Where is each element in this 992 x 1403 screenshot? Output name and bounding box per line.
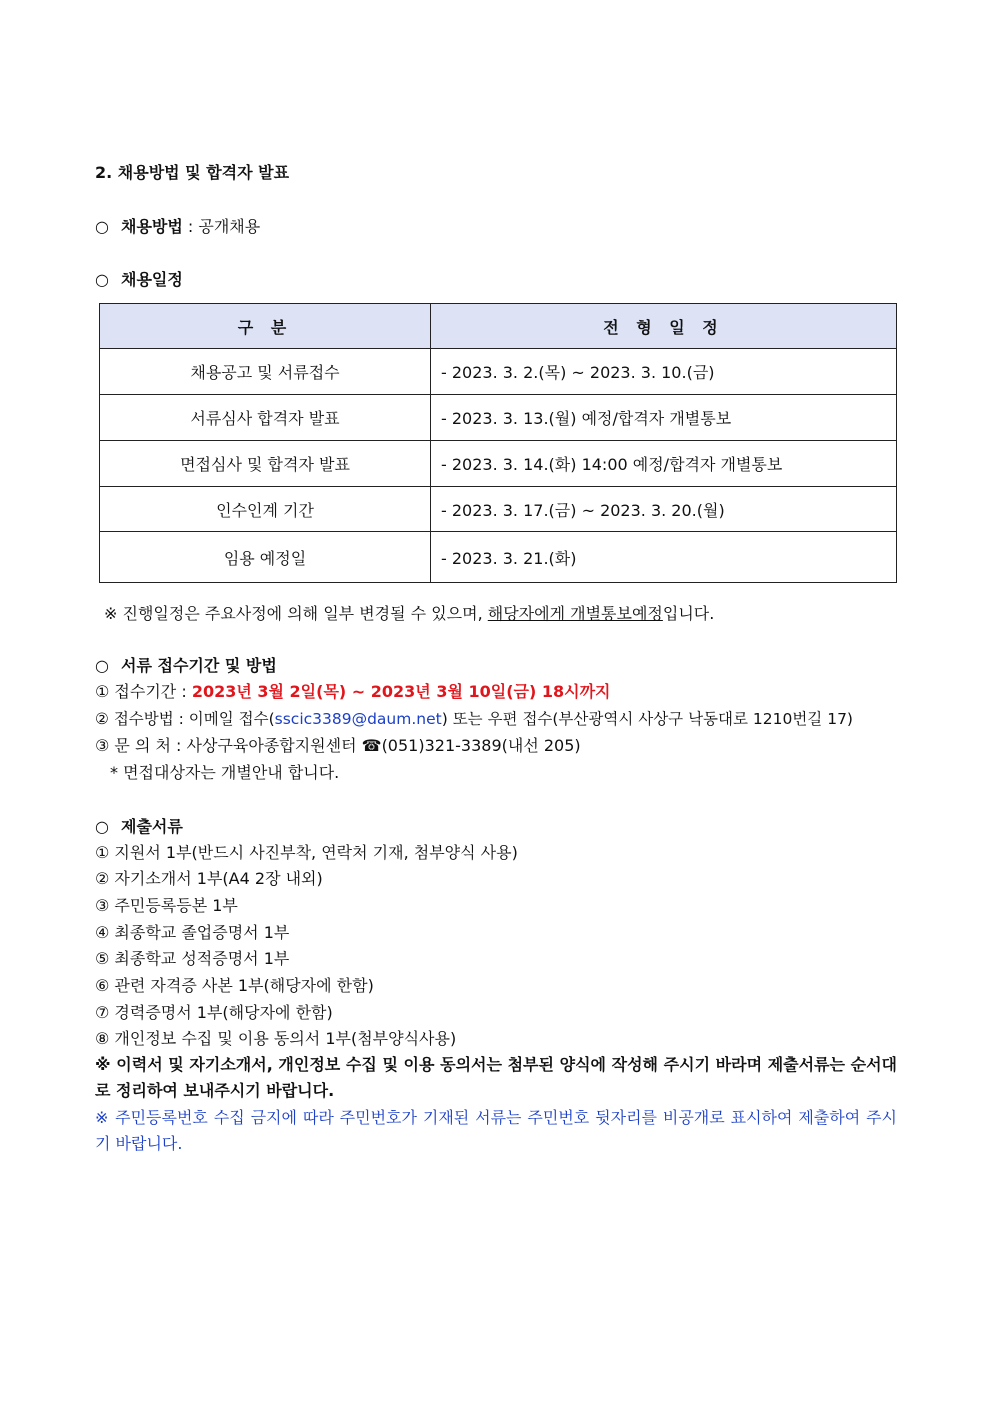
- method-label: 채용방법: [121, 217, 183, 236]
- list-item: ⑦ 경력증명서 1부(해당자에 한함): [95, 1003, 333, 1022]
- documents-heading: [95, 816, 183, 838]
- list-item: ③ 주민등록등본 1부: [95, 896, 238, 915]
- table-row: [100, 532, 897, 583]
- list-item: ① 지원서 1부(반드시 사진부착, 연락처 기재, 첨부양식 사용): [95, 843, 518, 862]
- receipt-period-value: 2023년 3월 2일(목) ~ 2023년 3월 10일(금) 18시까지: [191, 682, 611, 701]
- receipt-method-suffix: ) 또는 우편 접수(부산광역시 사상구 낙동대로 1210번길 17): [441, 710, 853, 728]
- schedule-note-prefix: ※ 진행일정은 주요사정에 의해 일부 변경될 수 있으며,: [104, 604, 488, 623]
- receipt-contact: ③ 문 의 처 : 사상구육아종합지원센터 ☎(051)321-3389(내선 205): [95, 736, 581, 755]
- circle-bullet-icon: ○: [95, 656, 109, 675]
- schedule-note-underline: 해당자에게 개별통보예정: [487, 604, 663, 623]
- table-cell-category: 서류심사 합격자 발표: [100, 395, 431, 441]
- receipt-label: 서류 접수기간 및 방법: [121, 656, 277, 675]
- table-cell-date: - 2023. 3. 14.(화) 14:00 예정/합격자 개별통보: [431, 441, 897, 487]
- schedule-table: [99, 303, 897, 583]
- table-row: [100, 487, 897, 532]
- schedule-note-suffix: 입니다.: [662, 604, 715, 623]
- table-cell-date: - 2023. 3. 17.(금) ~ 2023. 3. 20.(월): [431, 487, 897, 532]
- list-item: ⑤ 최종학교 성적증명서 1부: [95, 949, 290, 968]
- circle-bullet-icon: ○: [95, 270, 109, 289]
- list-item: ⑧ 개인정보 수집 및 이용 동의서 1부(첨부양식사용): [95, 1029, 457, 1048]
- list-item: ④ 최종학교 졸업증명서 1부: [95, 923, 290, 942]
- table-cell-category: 채용공고 및 서류접수: [100, 349, 431, 395]
- list-item: ⑥ 관련 자격증 사본 1부(해당자에 한함): [95, 976, 374, 995]
- receipt-period: [95, 681, 611, 703]
- receipt-period-label: ① 접수기간 :: [95, 682, 187, 701]
- table-cell-category: 면접심사 및 합격자 발표: [100, 441, 431, 487]
- circle-bullet-icon: ○: [95, 217, 109, 236]
- table-header-row: [100, 304, 897, 349]
- table-cell-date: - 2023. 3. 13.(월) 예정/합격자 개별통보: [431, 395, 897, 441]
- receipt-method-label: ② 접수방법 : 이메일 접수(: [95, 710, 275, 728]
- table-row: [100, 395, 897, 441]
- interview-note: * 면접대상자는 개별안내 합니다.: [110, 763, 340, 782]
- table-cell-category: 인수인계 기간: [100, 487, 431, 532]
- table-cell-date: - 2023. 3. 21.(화): [431, 532, 897, 583]
- schedule-note: [104, 601, 714, 624]
- table-header-schedule: 전 형 일 정: [431, 304, 897, 349]
- circle-bullet-icon: ○: [95, 817, 109, 836]
- list-item: ② 자기소개서 1부(A4 2장 내외): [95, 869, 323, 888]
- table-cell-category: 임용 예정일: [100, 532, 431, 583]
- table-cell-date: - 2023. 3. 2.(목) ~ 2023. 3. 10.(금): [431, 349, 897, 395]
- receipt-method: [95, 708, 853, 730]
- documents-blue-note: ※ 주민등록번호 수집 금지에 따라 주민번호가 기재된 서류는 주민번호 뒷자리를 비공개로 표시하여 제출하여 주시기 바랍니다.: [95, 1108, 897, 1153]
- email-link[interactable]: sscic3389@daum.net: [274, 710, 442, 728]
- section-title: 2. 채용방법 및 합격자 발표: [95, 163, 290, 182]
- schedule-heading: [95, 269, 183, 291]
- documents-bold-note: ※ 이력서 및 자기소개서, 개인정보 수집 및 이용 동의서는 첨부된 양식에 작성해 주시기 바라며 제출서류는 순서대로 정리하여 보내주시기 바랍니다.: [95, 1055, 897, 1100]
- table-row: [100, 349, 897, 395]
- method-value: : 공개채용: [187, 217, 261, 236]
- method-row: [95, 216, 260, 238]
- table-header-category: 구 분: [100, 304, 431, 349]
- table-row: [100, 441, 897, 487]
- schedule-label: 채용일정: [121, 270, 183, 289]
- receipt-heading: [95, 655, 277, 677]
- documents-label: 제출서류: [121, 817, 183, 836]
